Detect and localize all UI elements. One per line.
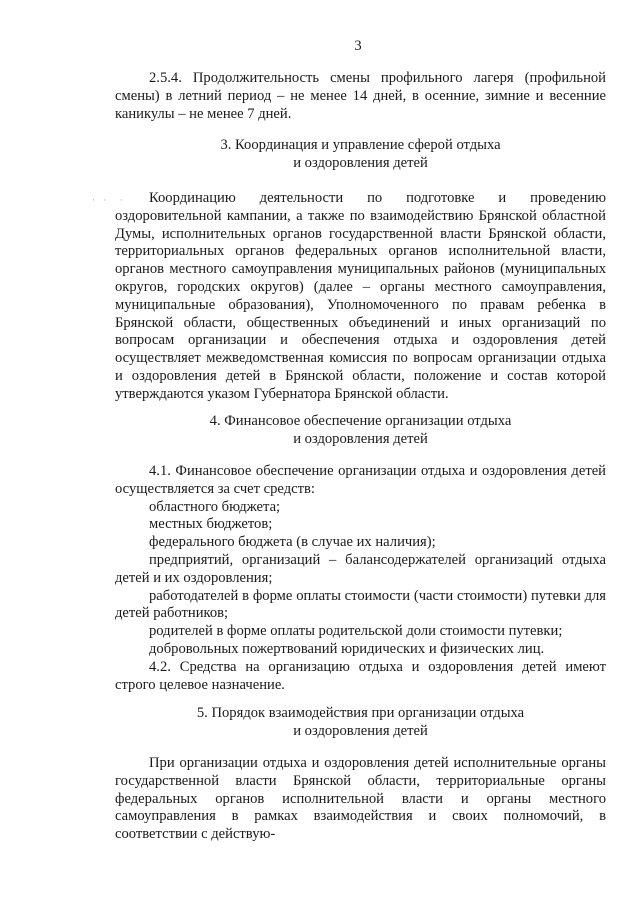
section-3-heading-line2: и оздоровления детей	[293, 154, 428, 171]
section-4-block	[115, 463, 606, 694]
section-5-heading-line2: и оздоровления детей	[293, 722, 428, 739]
section-5-heading	[115, 705, 606, 741]
funding-source-item: областного бюджета;	[149, 498, 281, 515]
scan-specks: · · ·	[92, 195, 126, 205]
funding-source-item: добровольных пожертвований юридических и физических лиц.	[149, 640, 545, 657]
section-2-5-4-paragraph: 2.5.4. Продолжительность смены профильного лагеря (профильной смены) в летний период – не менее 14 дней, в осенние, зимние и весенние каникулы – не менее 7 дней.	[115, 70, 606, 122]
funding-source-item: федерального бюджета (в случае их наличия);	[149, 534, 436, 551]
page-number: 3	[354, 38, 362, 54]
section-3-heading-line1: 3. Координация и управление сферой отдыха	[220, 137, 501, 153]
section-4-heading	[115, 413, 606, 449]
section-2-5-4-block	[115, 70, 606, 123]
section-4-2-paragraph: 4.2. Средства на организацию отдыха и оздоровления детей имеют строго целевое назначение.	[115, 658, 606, 693]
section-4-heading-line2: и оздоровления детей	[293, 430, 428, 447]
funding-source-item: предприятий, организаций – балансодержателей организаций отдыха детей и их оздоровления;	[115, 551, 606, 586]
section-3-heading	[115, 137, 606, 173]
section-4-1-intro: 4.1. Финансовое обеспечение организации отдыха и оздоровления детей осуществляется за счет средств:	[115, 463, 606, 497]
section-3-paragraph: Координацию деятельности по подготовке и проведению оздоровительной кампании, а также по взаимодействию Брянской областной Думы, исполнительных органов государственной власти Брянской области, территориальных органов федеральных органов исполнительной власти, органов местного самоуправления муниципальных районов (муниципальных округов, городских округов) (далее – органы местного самоуправления, муниципальные образования), Уполномоченного по правам ребенка в Брянской области, общественных объединений и иных организаций по вопросам организации и обеспечения отдыха и оздоровления детей осуществляет межведомственная комиссия по вопросам организации отдыха и оздоровления детей в Брянской области, положение и состав которой утверждаются указом Губернатора Брянской области.	[115, 190, 606, 402]
section-3-block	[115, 190, 606, 404]
section-4-heading-line1: 4. Финансовое обеспечение организации отдыха	[209, 413, 512, 429]
section-5-heading-line1: 5. Порядок взаимодействия при организации отдыха	[196, 705, 525, 721]
funding-source-item: работодателей в форме оплаты стоимости (части стоимости) путевки для детей работников;	[115, 587, 606, 622]
section-5-paragraph: При организации отдыха и оздоровления детей исполнительные органы государственной власти Брянской области, территориальные органы федеральных органов исполнительной власти и органы местного самоуправления в рамках взаимодействия и своих полномочий, в соответствии с действую-	[115, 755, 606, 843]
funding-source-item: местных бюджетов;	[149, 516, 273, 533]
funding-source-item: родителей в форме оплаты родительской доли стоимости путевки;	[149, 623, 563, 640]
section-5-block	[115, 755, 606, 844]
